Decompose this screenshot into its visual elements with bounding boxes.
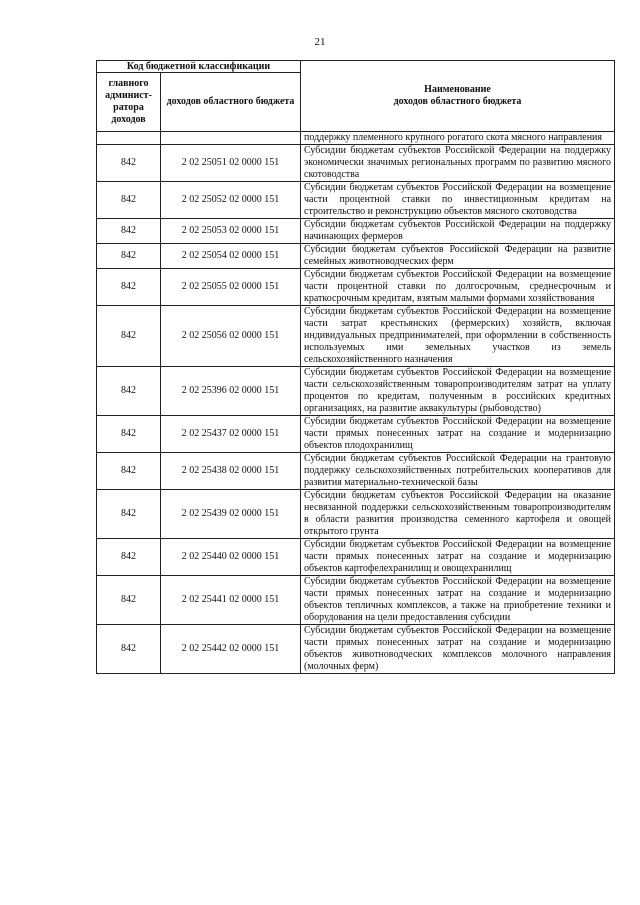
code-cell: 2 02 25440 02 0000 151 bbox=[161, 539, 301, 576]
code-cell: 2 02 25053 02 0000 151 bbox=[161, 219, 301, 244]
admin-cell: 842 bbox=[97, 269, 161, 306]
table-row bbox=[97, 269, 615, 306]
description-cell: Субсидии бюджетам субъектов Российской Федерации на возмещение части прямых понесенных затрат на создание и модернизацию объектов картофелехранилищ и овощехранилищ bbox=[301, 539, 615, 576]
table-row bbox=[97, 539, 615, 576]
admin-code-header: главного админист-ратора доходов bbox=[97, 73, 161, 132]
classification-group-header: Код бюджетной классификации bbox=[97, 61, 301, 73]
description-cell: Субсидии бюджетам субъектов Российской Федерации на возмещение части затрат крестьянских (фермерских) хозяйств, включая индивидуальных предпринимателей, при оформлении в собственность используемых ими земельных участков из земель сельскохозяйственного назначения bbox=[301, 306, 615, 367]
description-cell: поддержку племенного крупного рогатого скота мясного направления bbox=[301, 132, 615, 145]
code-cell: 2 02 25437 02 0000 151 bbox=[161, 416, 301, 453]
table-row bbox=[97, 306, 615, 367]
code-cell: 2 02 25438 02 0000 151 bbox=[161, 453, 301, 490]
code-cell: 2 02 25054 02 0000 151 bbox=[161, 244, 301, 269]
admin-cell: 842 bbox=[97, 625, 161, 674]
admin-cell: 842 bbox=[97, 416, 161, 453]
description-cell: Субсидии бюджетам субъектов Российской Федерации на возмещение части прямых понесенных затрат на создание и модернизацию объектов тепличных комплексов, а также на приобретение техники и оборудования на цели предоставления субсидии bbox=[301, 576, 615, 625]
admin-cell: 842 bbox=[97, 539, 161, 576]
table-row-continuation bbox=[97, 132, 615, 145]
admin-cell bbox=[97, 132, 161, 145]
description-cell: Субсидии бюджетам субъектов Российской Федерации на развитие семейных животноводческих ферм bbox=[301, 244, 615, 269]
admin-cell: 842 bbox=[97, 490, 161, 539]
description-cell: Субсидии бюджетам субъектов Российской Федерации на поддержку начинающих фермеров bbox=[301, 219, 615, 244]
table-row bbox=[97, 219, 615, 244]
code-cell bbox=[161, 132, 301, 145]
code-cell: 2 02 25056 02 0000 151 bbox=[161, 306, 301, 367]
page-number: 21 bbox=[314, 36, 326, 48]
code-cell: 2 02 25439 02 0000 151 bbox=[161, 490, 301, 539]
description-cell: Субсидии бюджетам субъектов Российской Федерации на поддержку экономически значимых региональных программ по развитию мясного скотоводства bbox=[301, 145, 615, 182]
admin-cell: 842 bbox=[97, 182, 161, 219]
description-cell: Субсидии бюджетам субъектов Российской Федерации на грантовую поддержку сельскохозяйственных потребительских кооперативов для развития материально-технической базы bbox=[301, 453, 615, 490]
description-cell: Субсидии бюджетам субъектов Российской Федерации на возмещение части прямых понесенных затрат на создание и модернизацию объектов животноводческих комплексов молочного направления (молочных ферм) bbox=[301, 625, 615, 674]
income-name-header-line2: доходов областного бюджета bbox=[393, 96, 522, 107]
admin-cell: 842 bbox=[97, 453, 161, 490]
table-row bbox=[97, 490, 615, 539]
table-row bbox=[97, 244, 615, 269]
code-cell: 2 02 25442 02 0000 151 bbox=[161, 625, 301, 674]
description-cell: Субсидии бюджетам субъектов Российской Федерации на оказание несвязанной поддержки сельскохозяйственным товаропроизводителям в области развития производства семенного картофеля и овощей открытого грунта bbox=[301, 490, 615, 539]
table-row bbox=[97, 416, 615, 453]
description-cell: Субсидии бюджетам субъектов Российской Федерации на возмещение части прямых понесенных затрат на создание и модернизацию объектов плодохранилищ bbox=[301, 416, 615, 453]
admin-cell: 842 bbox=[97, 244, 161, 269]
table-row bbox=[97, 625, 615, 674]
income-code-header: доходов областного бюджета bbox=[161, 73, 301, 132]
code-cell: 2 02 25051 02 0000 151 bbox=[161, 145, 301, 182]
description-cell: Субсидии бюджетам субъектов Российской Федерации на возмещение части сельскохозяйственным товаропроизводителям затрат на уплату процентов по кредитам, полученным в российских кредитных организациях, на развитие аквакультуры (рыбоводство) bbox=[301, 367, 615, 416]
description-cell: Субсидии бюджетам субъектов Российской Федерации на возмещение части процентной ставки по долгосрочным, среднесрочным и краткосрочным кредитам, взятым малыми формами хозяйствования bbox=[301, 269, 615, 306]
code-cell: 2 02 25052 02 0000 151 bbox=[161, 182, 301, 219]
table-row bbox=[97, 576, 615, 625]
admin-cell: 842 bbox=[97, 306, 161, 367]
admin-cell: 842 bbox=[97, 145, 161, 182]
table-row bbox=[97, 367, 615, 416]
code-cell: 2 02 25441 02 0000 151 bbox=[161, 576, 301, 625]
admin-cell: 842 bbox=[97, 219, 161, 244]
admin-cell: 842 bbox=[97, 576, 161, 625]
admin-cell: 842 bbox=[97, 367, 161, 416]
table-row bbox=[97, 182, 615, 219]
budget-classification-table bbox=[96, 60, 615, 674]
income-name-header bbox=[301, 61, 615, 132]
table-row bbox=[97, 145, 615, 182]
table-row bbox=[97, 453, 615, 490]
code-cell: 2 02 25055 02 0000 151 bbox=[161, 269, 301, 306]
description-cell: Субсидии бюджетам субъектов Российской Федерации на возмещение части процентной ставки по инвестиционным кредитам на строительство и реконструкцию объектов мясного скотоводства bbox=[301, 182, 615, 219]
code-cell: 2 02 25396 02 0000 151 bbox=[161, 367, 301, 416]
income-name-header-line1: Наименование bbox=[424, 84, 491, 95]
